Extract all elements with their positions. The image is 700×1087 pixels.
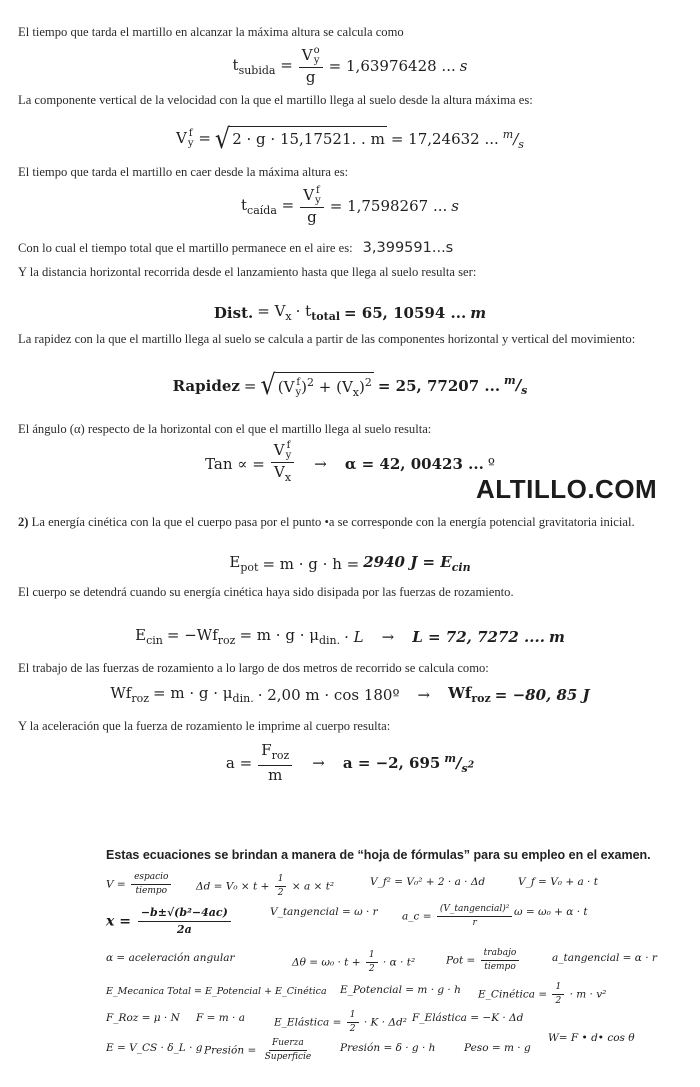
paragraph-acceleration: Y la aceleración que la fuerza de rozamiento le imprime al cuerpo resulta: [18, 719, 391, 733]
paragraph-friction-work: El trabajo de las fuerzas de rozamiento a lo largo de dos metros de recorrido se calcula como: [18, 661, 489, 675]
equation-acceleration: a = $\frac{F_{roz}}{m}$ → a = −2, 695 $^m/_{s^2}$ [225, 741, 475, 784]
total-time-value: 3,399591...s [362, 240, 454, 256]
paragraph-kinetic-energy: 2) La energía cinética con la que el cuerpo pasa por el punto •a se corresponde con la energía potencial gravitatoria inicial. [18, 515, 635, 529]
paragraph-total-time: Con lo cual el tiempo total que el martillo permanece en el aire es: 3,399591...s [18, 240, 454, 256]
equation-tan: Tan ∝ = V f y $V_x$ → α = 42, 00423 ... º [205, 440, 495, 484]
equation-rapidez: Rapidez = √ (V f y )$^2 + (V_x)^2$ = 25, 77207 ... $^m/_s$ [172, 368, 528, 402]
formula-displacement: Δd = V₀ × t + $\frac{1}{2}$ × a × t² [196, 874, 335, 898]
formula-quadratic: x = $\frac{\text{−b±√(b²−4ac)}}{2a}$ [106, 906, 233, 937]
paragraph-time-up: El tiempo que tarda el martillo en alcanzar la máxima altura se calcula como [18, 25, 404, 39]
formula-power: Pot = $\frac{\text{trabajo}}{\text{tiempo}}$ [446, 948, 521, 973]
equation-vyf: V f y = √ 2 · g · 15,17521. . m = 17,24632 ... $^m/_s$ [176, 122, 524, 156]
formula-sheet-title: Estas ecuaciones se brindan a manera de “hoja de fórmulas” para su empleo en el examen. [106, 848, 651, 862]
formula-kinetic-energy: E_Cinética = $\frac{1}{2}$ · m · v² [478, 982, 607, 1006]
equation-t-caida: $t_{caída}$ = V f y g = 1,7598267 ... s [241, 185, 459, 226]
formula-tangential-velocity: V_tangencial = ω · r [270, 906, 378, 918]
paragraph-angle: El ángulo (α) respecto de la horizontal con el que el martillo llega al suelo resulta: [18, 422, 432, 436]
formula-work: W= F • d• cos θ [548, 1032, 635, 1044]
formula-potential-energy: E_Potencial = m · g · h [340, 984, 461, 996]
formula-centripetal: a_c = $\frac{\text{(V\_tangencial)²}}{r}$ [402, 904, 514, 929]
equation-ecin: $E_{cin}$ = $-Wf_{roz}$ = $m \cdot g \cdot \mu_{din.}$ · L → L = 72, 7272 .... m [135, 626, 565, 647]
formula-elastic-force: F_Elástica = −K · Δd [412, 1012, 524, 1024]
paragraph-horizontal-distance: Y la distancia horizontal recorrida desde el lanzamiento hasta que llega al suelo resulta ser: [18, 265, 477, 279]
paragraph-fall-time: El tiempo que tarda el martillo en caer desde la máxima altura es: [18, 165, 349, 179]
formula-vf: V_f = V₀ + a · t [518, 876, 598, 888]
formula-tangential-acceleration: a_tangencial = α · r [552, 952, 657, 964]
formula-angular-displacement: Δθ = ω₀ · t + $\frac{1}{2}$ · α · t² [292, 950, 416, 974]
formula-weight: Peso = m · g [464, 1042, 531, 1054]
formula-angular-velocity: ω = ω₀ + α · t [514, 906, 588, 918]
paragraph-vertical-velocity: La componente vertical de la velocidad con la que el martillo llega al suelo desde la altura máxima es: [18, 93, 533, 107]
equation-wfroz: $Wf_{roz}$ = $m \cdot g \cdot \mu_{din.}$ · 2,00 m · cos 180º → $Wf_{roz}$ = −80, 85 J [110, 684, 590, 705]
equation-t-subida: $t_{subida}$ = V o y g = 1,63976428 ... s [232, 45, 468, 86]
formula-mechanical-energy: E_Mecanica Total = E_Potencial + E_Cinética [106, 986, 327, 997]
formula-elastic-energy: E_Elástica = $\frac{1}{2}$ · K · Δd² [274, 1010, 407, 1034]
formula-velocity: V = $\frac{\text{espacio}}{\text{tiempo}}$ [106, 872, 173, 897]
formula-energy-vcs: E = V_CS · δ_L · g [106, 1042, 203, 1054]
formula-angular-acceleration: α = aceleración angular [106, 952, 235, 964]
equation-distance: Dist. = $V_x$ · $t_{total}$ = 65, 10594 ... m [213, 302, 487, 323]
formula-newton: F = m · a [196, 1012, 245, 1024]
formula-pressure: Presión = $\frac{\text{Fuerza}}{\text{Superficie}}$ [204, 1038, 312, 1062]
watermark-logo: ALTILLO.COM [476, 474, 658, 504]
paragraph-stop: El cuerpo se detendrá cuando su energía cinética haya sido disipada por las fuerzas de rozamiento. [18, 585, 514, 599]
formula-vf-squared: V_f² = V₀² + 2 · a · Δd [370, 876, 486, 888]
formula-hydrostatic-pressure: Presión = δ · g · h [340, 1042, 436, 1054]
equation-epot: $E_{pot}$ = m · g · h = 2940 $J = E_{cin}$ [229, 553, 471, 574]
formula-friction: F_Roz = μ · N [106, 1012, 180, 1024]
paragraph-speed: La rapidez con la que el martillo llega al suelo se calcula a partir de las componentes horizontal y vertical del movimiento: [18, 332, 636, 346]
